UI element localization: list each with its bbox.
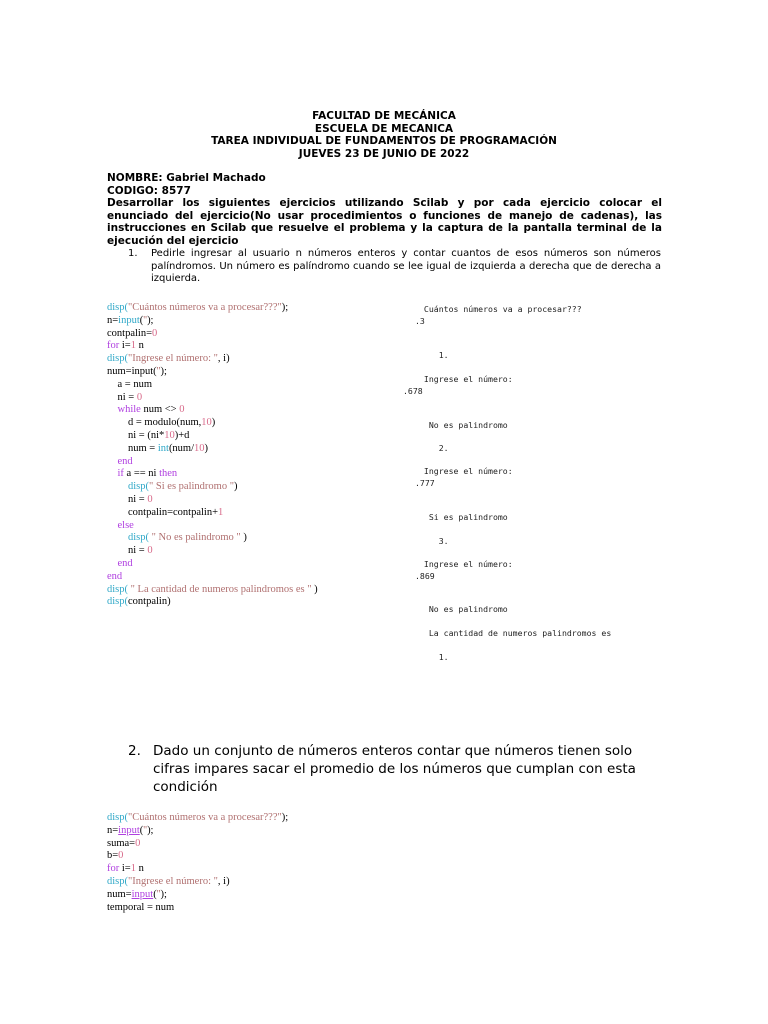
- exercise-1-code-line: [107, 494, 318, 507]
- code-token: disp(: [107, 353, 128, 365]
- code-token: (: [139, 314, 144, 326]
- exercise-1-code-line: [107, 571, 318, 584]
- exercise-1-number: 1.: [128, 248, 138, 259]
- code-token: contpalin=contpalin+: [107, 506, 218, 518]
- code-token: disp(: [107, 875, 128, 887]
- code-token: then: [159, 468, 178, 480]
- code-token: 0: [179, 404, 185, 416]
- exercise-1-code: [107, 302, 318, 609]
- code-token: , i): [217, 875, 230, 887]
- code-token: [107, 481, 128, 492]
- terminal-line: .3: [415, 316, 425, 326]
- exercise-1-code-line: [107, 430, 318, 443]
- terminal-line: Cuántos números va a procesar???: [419, 304, 582, 314]
- exercise-2-code-line: [107, 812, 288, 825]
- code-token: 1: [218, 506, 224, 518]
- code-token: input: [118, 824, 140, 836]
- terminal-line: .869: [415, 571, 435, 581]
- code-token: );: [281, 812, 289, 823]
- code-token: );: [160, 365, 167, 377]
- code-token: ): [240, 532, 247, 544]
- exercise-1-code-line: [107, 468, 318, 481]
- document-header: [0, 110, 768, 160]
- exercise-2-code: [107, 812, 288, 914]
- exercise-1-code-line: [107, 379, 318, 392]
- code-token: ): [211, 417, 216, 429]
- code-token: ): [233, 481, 238, 493]
- code-token: n=: [107, 314, 119, 326]
- code-token: n: [135, 340, 144, 352]
- code-token: disp(: [107, 812, 128, 823]
- terminal-line: .777: [415, 478, 435, 488]
- code-token: 0: [152, 327, 158, 339]
- code-token: 0: [135, 837, 141, 849]
- exercise-1-code-line: [107, 481, 318, 494]
- terminal-line: Ingrese el número:: [419, 559, 513, 569]
- exercise-1-code-line: [107, 443, 318, 456]
- code-token: end: [117, 455, 133, 467]
- code-token: " Si es palindromo ": [149, 481, 234, 493]
- exercise-2-code-line: [107, 850, 288, 863]
- code-token: b=: [107, 850, 119, 862]
- exercise-1-code-line: [107, 366, 318, 379]
- code-token: disp(: [128, 532, 149, 544]
- code-token: ni =: [107, 391, 137, 403]
- header-school: ESCUELA DE MECANICA: [314, 122, 454, 135]
- code-token: num <>: [140, 404, 180, 416]
- code-token: i=: [119, 863, 131, 875]
- code-token: 10: [201, 417, 212, 429]
- terminal-line: Ingrese el número:: [419, 374, 513, 384]
- code-token: '': [156, 888, 161, 900]
- terminal-line: 1.: [419, 350, 449, 360]
- exercise-1-terminal-output: [403, 298, 655, 662]
- code-token: i=: [119, 340, 131, 352]
- code-token: a = num: [107, 378, 152, 390]
- code-token: int: [157, 442, 169, 454]
- code-token: (num/: [168, 442, 195, 454]
- code-token: )+d: [174, 429, 190, 441]
- code-token: [107, 558, 118, 569]
- code-token: ni =: [107, 545, 148, 557]
- terminal-line: 2.: [419, 443, 449, 453]
- code-token: "Cuántos números va a procesar???": [128, 302, 282, 313]
- header-faculty: FACULTAD DE MECÁNICA: [312, 110, 456, 122]
- code-token: num=input(: [107, 365, 157, 377]
- exercise-1-code-line: [107, 302, 318, 315]
- student-info: [107, 172, 662, 247]
- terminal-line: 3.: [419, 536, 449, 546]
- code-token: num =: [107, 442, 158, 454]
- exercise-2-code-line: [107, 902, 288, 915]
- exercise-1-code-line: [107, 532, 318, 545]
- exercise-1-code-line: [107, 315, 318, 328]
- code-token: disp(: [107, 583, 128, 595]
- code-token: " La cantidad de numeros palindromos es ": [128, 583, 312, 595]
- exercise-1-code-line: [107, 340, 318, 353]
- code-token: (: [153, 888, 157, 900]
- terminal-line: No es palindromo: [419, 604, 508, 614]
- code-token: );: [147, 314, 154, 326]
- code-token: input: [118, 314, 140, 326]
- terminal-line: Ingrese el número:: [419, 466, 513, 476]
- code-token: [107, 456, 118, 467]
- code-token: 1: [130, 863, 136, 875]
- exercise-2-code-line: [107, 825, 288, 838]
- student-code: CODIGO: 8577: [107, 184, 191, 197]
- code-token: end: [107, 570, 123, 582]
- code-token: for: [107, 340, 120, 352]
- code-token: " No es palindromo ": [149, 532, 241, 544]
- code-token: 0: [147, 545, 153, 557]
- exercise-2-code-line: [107, 876, 288, 889]
- code-token: ni =: [107, 493, 148, 505]
- terminal-line: .678: [403, 386, 423, 396]
- code-token: temporal = num: [107, 901, 175, 913]
- header-assignment: TAREA INDIVIDUAL DE FUNDAMENTOS DE PROGRAMACIÓN: [211, 135, 557, 147]
- code-token: 0: [136, 391, 143, 403]
- code-token: contpalin=: [107, 327, 152, 339]
- exercise-1-code-line: [107, 353, 318, 366]
- exercise-1-code-line: [107, 520, 318, 533]
- exercise-1-code-line: [107, 584, 318, 597]
- exercise-1-text: Pedirle ingresar al usuario n números enteros y contar cuantos de esos números son números palíndromos. Un número es palíndromo cuando se lee igual de izquierda a derecha que de derecha a izquierda.: [151, 248, 661, 284]
- exercise-1-code-line: [107, 392, 318, 405]
- code-token: n=: [107, 824, 119, 836]
- exercise-1-code-line: [107, 596, 318, 609]
- exercise-1-code-line: [107, 417, 318, 430]
- terminal-line: 1.: [419, 652, 449, 662]
- code-token: disp(: [107, 302, 128, 313]
- exercise-1-code-line: [107, 558, 318, 571]
- terminal-line: Si es palindromo: [419, 512, 508, 522]
- code-token: );: [160, 888, 167, 900]
- code-token: num=: [107, 888, 132, 900]
- code-token: [107, 532, 128, 543]
- exercise-2-text: Dado un conjunto de números enteros contar que números tienen solo cifras impares sacar el promedio de los números que cumplan con esta condición: [153, 743, 636, 795]
- code-token: 0: [118, 850, 124, 862]
- code-token: 1: [130, 340, 136, 352]
- code-token: for: [107, 863, 120, 875]
- code-token: );: [147, 824, 154, 836]
- code-token: disp(: [107, 596, 128, 608]
- code-token: "Cuántos números va a procesar???": [128, 812, 282, 823]
- code-token: , i): [217, 353, 230, 365]
- code-token: while: [117, 404, 141, 416]
- code-token: if: [117, 468, 124, 480]
- code-token: 0: [147, 493, 153, 505]
- code-token: contpalin): [128, 596, 171, 608]
- exercise-1-code-line: [107, 404, 318, 417]
- terminal-line: La cantidad de numeros palindromos es: [419, 628, 612, 638]
- code-token: (: [139, 824, 144, 836]
- code-token: [107, 404, 118, 415]
- code-token: "Ingrese el número: ": [128, 353, 218, 365]
- exercise-2-code-line: [107, 889, 288, 902]
- code-token: suma=: [107, 837, 136, 849]
- code-token: '': [156, 365, 161, 377]
- exercise-2-code-line: [107, 838, 288, 851]
- exercise-1-code-line: [107, 507, 318, 520]
- exercise-1-code-line: [107, 456, 318, 469]
- instructions-text: Desarrollar los siguientes ejercicios utilizando Scilab y por cada ejercicio colocar el enunciado del ejercicio(No usar procedimientos o funciones de manejo de cadenas), las instrucciones en Scilab que resuelve el problema y la captura de la pantalla terminal de la ejecución del ejercicio: [107, 197, 662, 247]
- code-token: d = modulo(num,: [107, 417, 202, 429]
- code-token: ): [311, 583, 318, 595]
- exercise-1-code-line: [107, 328, 318, 341]
- code-token: '': [143, 314, 148, 326]
- code-token: a == ni: [123, 468, 160, 480]
- code-token: [107, 468, 118, 479]
- code-token: ni = (ni*: [107, 429, 165, 441]
- code-token: '': [143, 824, 148, 836]
- code-token: ): [204, 442, 209, 454]
- code-token: 10: [164, 429, 175, 441]
- header-date: JUEVES 23 DE JUNIO DE 2022: [298, 147, 470, 160]
- exercise-2-number: 2.: [128, 743, 141, 759]
- code-token: [107, 520, 118, 531]
- student-name: NOMBRE: Gabriel Machado: [107, 172, 266, 184]
- code-token: end: [117, 557, 133, 569]
- code-token: "Ingrese el número: ": [128, 875, 218, 887]
- code-token: );: [281, 302, 289, 313]
- exercise-1-code-line: [107, 545, 318, 558]
- code-token: n: [135, 863, 144, 875]
- code-token: else: [117, 519, 134, 531]
- exercise-2-code-line: [107, 863, 288, 876]
- code-token: input: [131, 888, 154, 900]
- terminal-line: No es palindromo: [419, 420, 508, 430]
- code-token: 10: [194, 442, 205, 454]
- code-token: disp(: [128, 481, 149, 493]
